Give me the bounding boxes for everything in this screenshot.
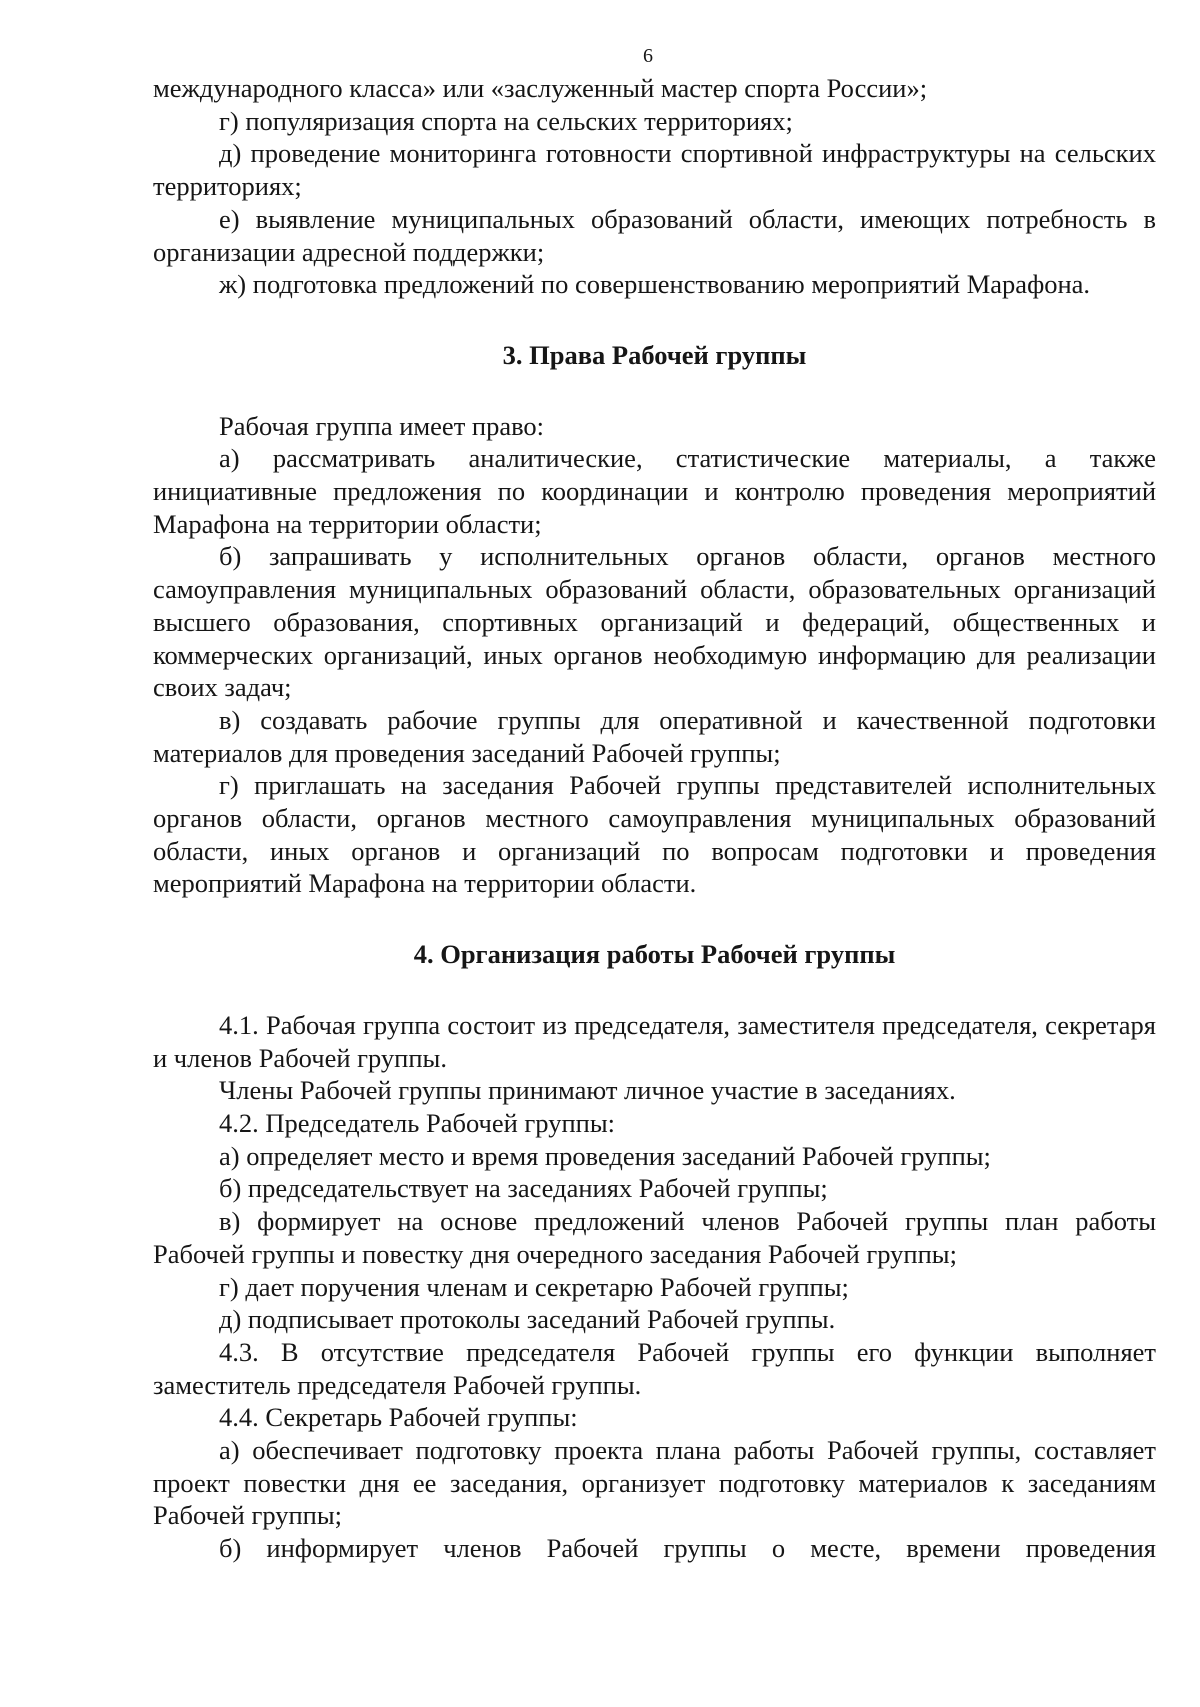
section-3-item-g: г) приглашать на заседания Рабочей группы представителей исполнительных органов области, органов местного самоуправления муниципальных образований области, иных органов и организаций по вопросам подготовки и проведения мероприятий Марафона на территории области. bbox=[153, 770, 1156, 899]
section-4-4: 4.4. Секретарь Рабочей группы: bbox=[219, 1402, 578, 1433]
section-4-2-item-g: г) дает поручения членам и секретарю Рабочей группы; bbox=[219, 1271, 849, 1302]
paragraph-item-zh: ж) подготовка предложений по совершенствованию мероприятий Марафона. bbox=[219, 269, 1091, 300]
section-4-2-item-a: а) определяет место и время проведения заседаний Рабочей группы; bbox=[219, 1140, 991, 1171]
section-4-4-item-b: б) информирует членов Рабочей группы о месте, времени проведения bbox=[219, 1533, 1156, 1564]
section-4-heading: 4. Организация работы Рабочей группы bbox=[413, 939, 896, 970]
section-4-4-item-a: а) обеспечивает подготовку проекта плана работы Рабочей группы, составляет проект повестки дня ее заседания, организует подготовку материалов к заседаниям Рабочей группы; bbox=[153, 1435, 1156, 1531]
section-3-heading: 3. Права Рабочей группы bbox=[502, 339, 807, 370]
section-3-item-b: б) запрашивать у исполнительных органов области, органов местного самоуправления муниципальных образований области, образовательных организаций высшего образования, спортивных организаций и федераций, общественных и коммерческих организаций, иных органов необходимую информацию для реализации своих задач; bbox=[153, 541, 1156, 703]
section-4-1: 4.1. Рабочая группа состоит из председателя, заместителя председателя, секретаря и членов Рабочей группы. bbox=[153, 1009, 1156, 1073]
paragraph-item-d: д) проведение мониторинга готовности спортивной инфраструктуры на сельских территориях; bbox=[153, 138, 1156, 202]
section-3-intro: Рабочая группа имеет право: bbox=[219, 410, 545, 441]
paragraph-item-e: е) выявление муниципальных образований области, имеющих потребность в организации адресной поддержки; bbox=[153, 203, 1156, 267]
document-body bbox=[153, 72, 1156, 1565]
section-3-item-a: а) рассматривать аналитические, статистические материалы, а также инициативные предложения по координации и контролю проведения мероприятий Марафона на территории области; bbox=[153, 443, 1156, 539]
section-4-2-item-b: б) председательствует на заседаниях Рабочей группы; bbox=[219, 1173, 828, 1204]
section-4-2-item-d: д) подписывает протоколы заседаний Рабочей группы. bbox=[219, 1304, 836, 1335]
paragraph-continuation: международного класса» или «заслуженный мастер спорта России»; bbox=[153, 73, 928, 103]
section-4-2-item-v: в) формирует на основе предложений членов Рабочей группы план работы Рабочей группы и повестку дня очередного заседания Рабочей группы; bbox=[153, 1206, 1156, 1269]
section-4-3: 4.3. В отсутствие председателя Рабочей группы его функции выполняет заместитель председателя Рабочей группы. bbox=[153, 1336, 1156, 1400]
paragraph-item-g: г) популяризация спорта на сельских территориях; bbox=[219, 105, 793, 136]
section-4-2: 4.2. Председатель Рабочей группы: bbox=[219, 1107, 615, 1138]
page-number: 6 bbox=[643, 45, 653, 67]
section-3-item-v: в) создавать рабочие группы для оперативной и качественной подготовки материалов для проведения заседаний Рабочей группы; bbox=[153, 704, 1156, 768]
section-4-1-members: Члены Рабочей группы принимают личное участие в заседаниях. bbox=[219, 1075, 956, 1106]
